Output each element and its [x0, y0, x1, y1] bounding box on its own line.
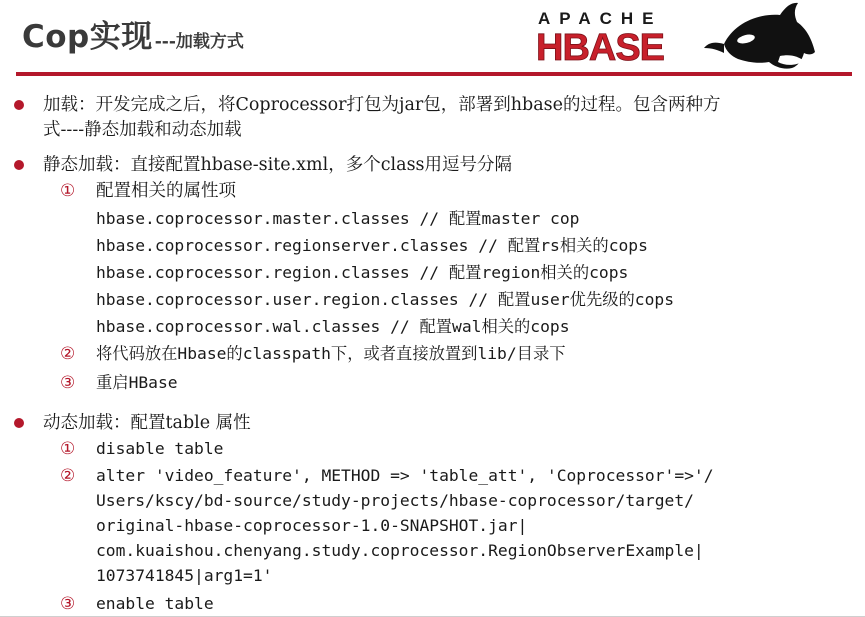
- config-line: hbase.coprocessor.region.classes // 配置region相关的cops: [96, 263, 629, 282]
- alter-command-line: alter 'video_feature', METHOD => 'table_att', 'Coprocessor'=>'/: [96, 466, 714, 485]
- bullet-static-loading: 静态加载：直接配置hbase-site.xml，多个class用逗号分隔: [43, 155, 513, 175]
- slide-title: [22, 12, 244, 56]
- title-main: Cop实现: [22, 19, 153, 55]
- alter-command-line: 1073741845|arg1=1': [96, 566, 273, 585]
- bullet-dot: [14, 160, 24, 170]
- alter-command-line: original-hbase-coprocessor-1.0-SNAPSHOT.jar|: [96, 516, 528, 535]
- hbase-logo: [528, 0, 818, 75]
- step-configure-properties: 配置相关的属性项: [96, 181, 236, 201]
- title-subtitle: ---加载方式: [154, 32, 244, 52]
- config-line: hbase.coprocessor.wal.classes // 配置wal相关的cops: [96, 317, 570, 336]
- bullet-dynamic-loading: 动态加载：配置table 属性: [43, 413, 251, 433]
- config-line: hbase.coprocessor.master.classes // 配置master cop: [96, 209, 580, 228]
- step-number: ②: [60, 344, 76, 364]
- config-line: hbase.coprocessor.regionserver.classes // 配置rs相关的cops: [96, 236, 648, 255]
- step-disable-table: disable table: [96, 439, 224, 458]
- title-divider: [16, 72, 852, 76]
- step-number: ③: [60, 594, 76, 614]
- step-restart-hbase: 重启HBase: [96, 373, 178, 392]
- step-number: ①: [60, 181, 76, 201]
- logo-hbase-word: HBASE: [536, 27, 665, 69]
- logo-apache-word: APACHE: [538, 9, 663, 28]
- alter-command-line: Users/kscy/bd-source/study-projects/hbase-coprocessor/target/: [96, 491, 694, 510]
- orca-icon: [704, 3, 815, 69]
- step-enable-table: enable table: [96, 594, 214, 613]
- alter-command-line: com.kuaishou.chenyang.study.coprocessor.RegionObserverExample|: [96, 541, 704, 560]
- config-line: hbase.coprocessor.user.region.classes // 配置user优先级的cops: [96, 290, 674, 309]
- bullet-loading-line1: 加载：开发完成之后，将Coprocessor打包为jar包，部署到hbase的过程。包含两种方: [43, 95, 721, 115]
- bullet-loading-line2: 式----静态加载和动态加载: [43, 120, 242, 140]
- bullet-dot: [14, 100, 24, 110]
- bullet-dot: [14, 418, 24, 428]
- step-number: ②: [60, 466, 76, 486]
- step-classpath: 将代码放在Hbase的classpath下，或者直接放置到lib/目录下: [96, 344, 566, 363]
- step-number: ③: [60, 373, 76, 393]
- step-number: ①: [60, 439, 76, 459]
